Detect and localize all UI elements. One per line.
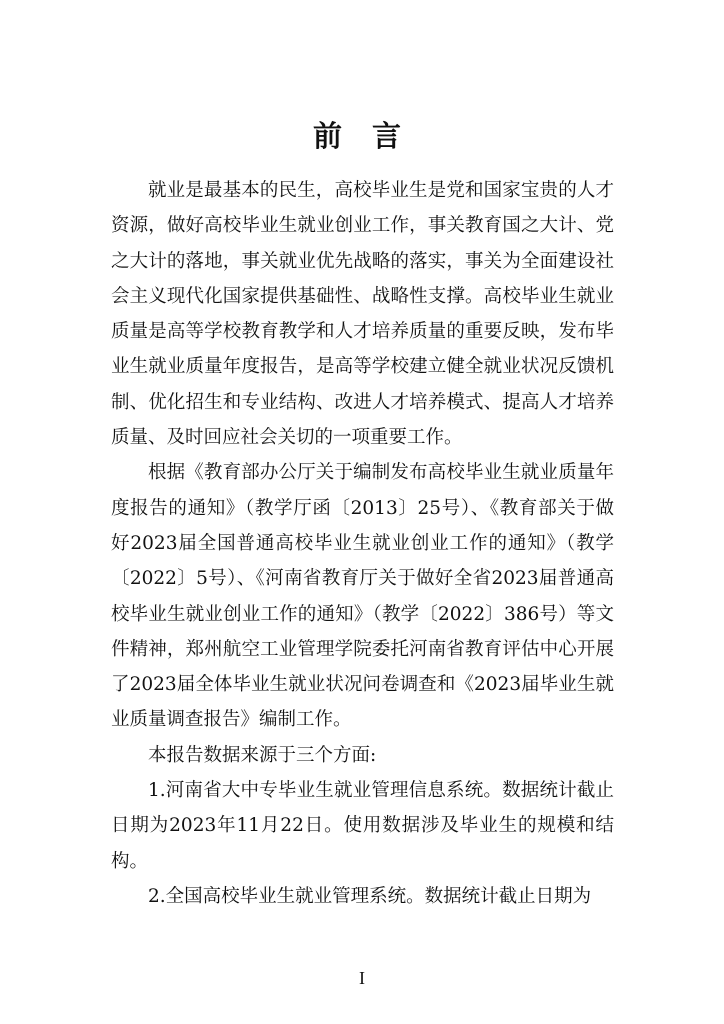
paragraph-basis: 根据《教育部办公厅关于编制发布高校毕业生就业质量年度报告的通知》（教学厅函〔2013〕25号）、《教育部关于做好2023届全国普通高校毕业生就业创业工作的通知》（教学〔2022〕5号）、《河南省教育厅关于做好全省2023届普通高校毕业生就业创业工作的通知》（教学〔2022〕386号）等文件精神，郑州航空工业管理学院委托河南省教育评估中心开展了2023届全体毕业生就业状况问卷调查和《2023届毕业生就业质量调查报告》编制工作。 [111,462,614,731]
page-number: I [359,968,365,988]
paragraph-intro: 就业是最基本的民生，高校毕业生是党和国家宝贵的人才资源，做好高校毕业生就业创业工作，事关教育国之大计、党之大计的落地，事关就业优先战略的落实，事关为全面建设社会主义现代化国家提供基础性、战略性支撑。高校毕业生就业质量是高等学校教育教学和人才培养质量的重要反映，发布毕业生就业质量年度报告，是高等学校建立健全就业状况反馈机制、优化招生和专业结构、改进人才培养模式、提高人才培养质量、及时回应社会关切的一项重要工作。 [111,180,614,449]
paragraph-source-2: 2.全国高校毕业生就业管理系统。数据统计截止日期为 [148,885,592,907]
paragraph-data-sources: 本报告数据来源于三个方面: [148,744,377,766]
page-title: 前 言 [312,119,412,153]
body-text [111,173,614,914]
paragraph-source-1: 1.河南省大中专毕业生就业管理信息系统。数据统计截止日期为2023年11月22日。使用数据涉及毕业生的规模和结构。 [111,780,614,872]
